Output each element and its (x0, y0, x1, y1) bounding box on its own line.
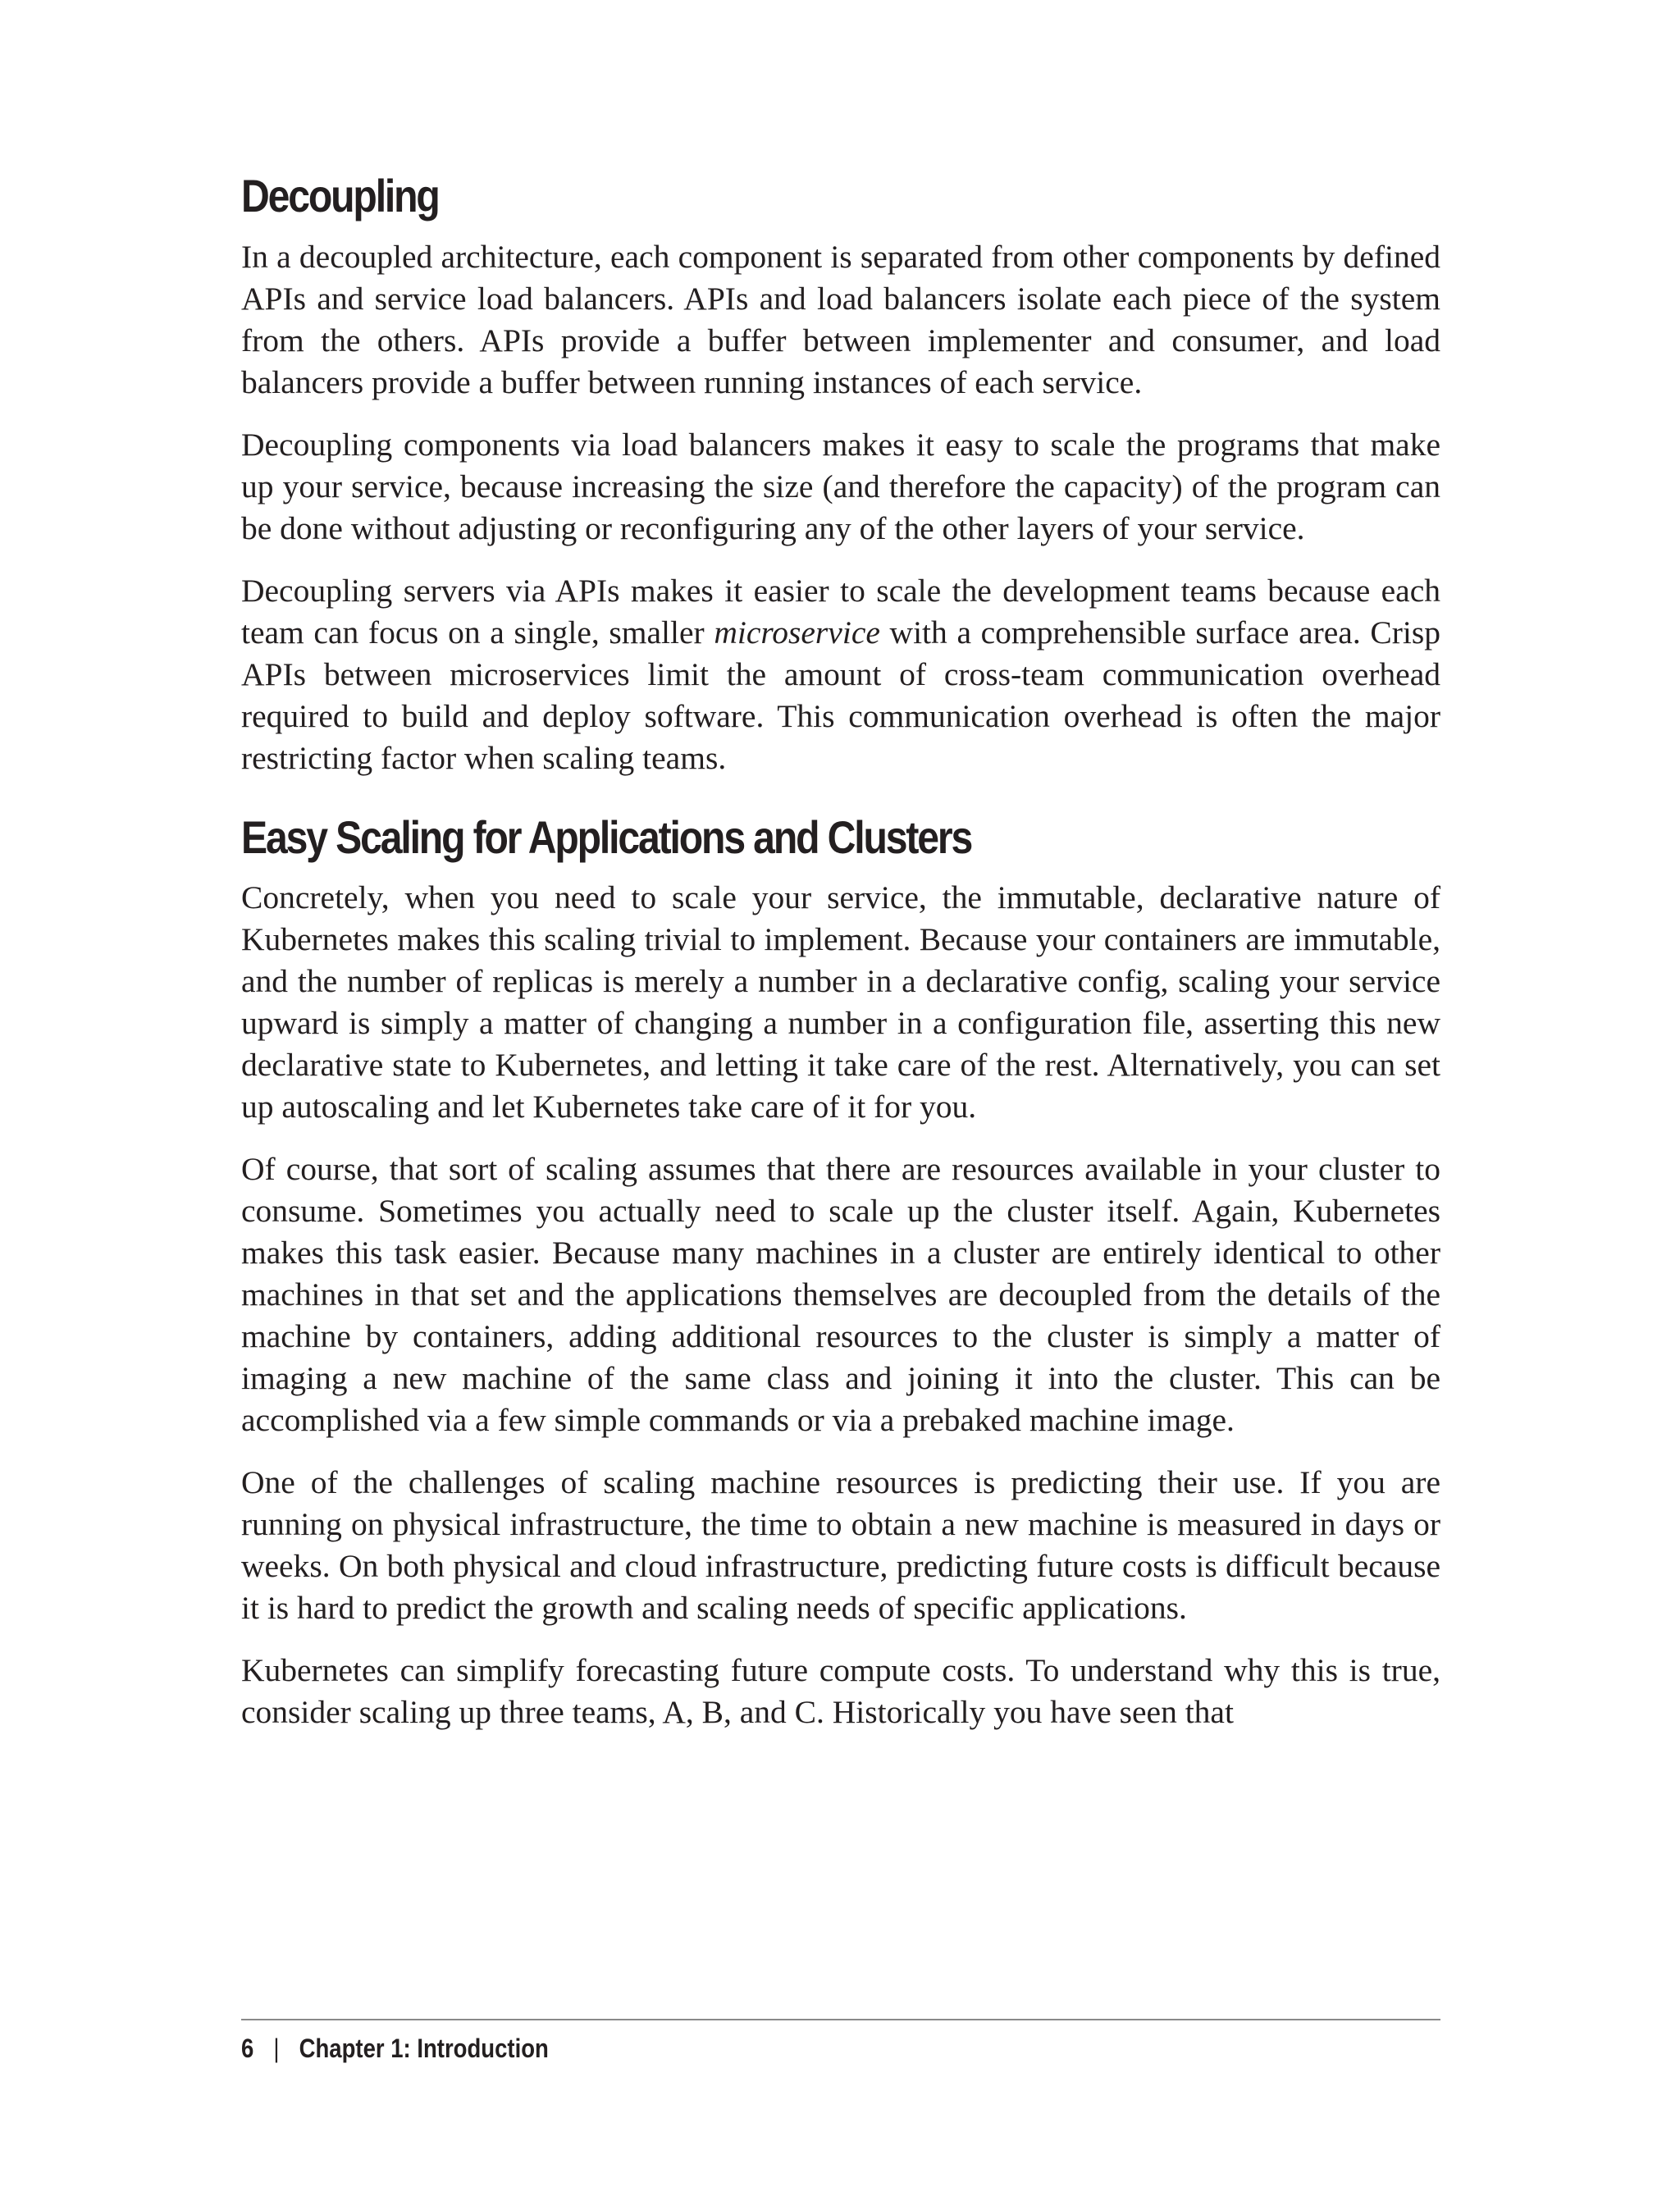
paragraph: One of the challenges of scaling machine resources is predicting their use. If you are running on physical infrastructure, the time to obtain a new machine is measured in days or weeks. On both physical and cloud infrastructure, predicting future costs is difficult because it is hard to predict the growth and scaling needs of specific applications. (241, 1464, 1440, 1627)
section-heading-decoupling: Decoupling (241, 170, 439, 221)
section-heading-easy-scaling: Easy Scaling for Applications and Clusters (241, 810, 972, 863)
emphasis-microservice: microservice (714, 614, 880, 651)
paragraph-text: Decoupling servers via APIs makes it easier to scale the development teams because each team can focus on a single, smaller (241, 572, 1440, 651)
paragraph (241, 570, 1440, 779)
paragraph-text: with a comprehensible surface area. Crisp APIs between microservices limit the amount of cross-team communication overhead required to build and deploy software. This communication overhead is often the major restricting factor when scaling teams. (241, 614, 1440, 776)
page-number: 6 (241, 2034, 254, 2063)
footer-text (241, 2034, 549, 2064)
page-content (241, 171, 1440, 1754)
paragraph: Kubernetes can simplify forecasting future compute costs. To understand why this is true, consider scaling up three teams, A, B, and C. Historically you have seen that (241, 1652, 1440, 1731)
paragraph: Concretely, when you need to scale your service, the immutable, declarative nature of Kubernetes makes this scaling trivial to implement. Because your containers are immutable, and the number of replicas is merely a number in a declarative config, scaling your service upward is simply a matter of changing a number in a configuration file, asserting this new declarative state to Kubernetes, and letting it take care of the rest. Alternatively, you can set up autoscaling and let Kubernetes take care of it for you. (241, 879, 1440, 1125)
paragraph: Of course, that sort of scaling assumes that there are resources available in your cluster to consume. Sometimes you actually need to scale up the cluster itself. Again, Kubernetes makes this task easier. Because many machines in a cluster are entirely identical to other machines in that set and the applications themselves are decoupled from the details of the machine by containers, adding additional resources to the cluster is simply a matter of imaging a new machine of the same class and joining it into the cluster. This can be accomplished via a few simple commands or via a prebaked machine image. (241, 1151, 1440, 1439)
paragraph: Decoupling components via load balancers makes it easy to scale the programs that make up your service, because increasing the size (and therefore the capacity) of the program can be done without adjusting or reconfiguring any of the other layers of your service. (241, 426, 1440, 546)
paragraph: In a decoupled architecture, each component is separated from other components by defined APIs and service load balancers. APIs and load balancers isolate each piece of the system from the others. APIs provide a buffer between implementer and consumer, and load balancers provide a buffer between running instances of each service. (241, 238, 1440, 400)
page-footer (241, 2019, 1440, 2063)
footer-separator: | (273, 2034, 280, 2063)
chapter-title: Chapter 1: Introduction (299, 2034, 549, 2063)
